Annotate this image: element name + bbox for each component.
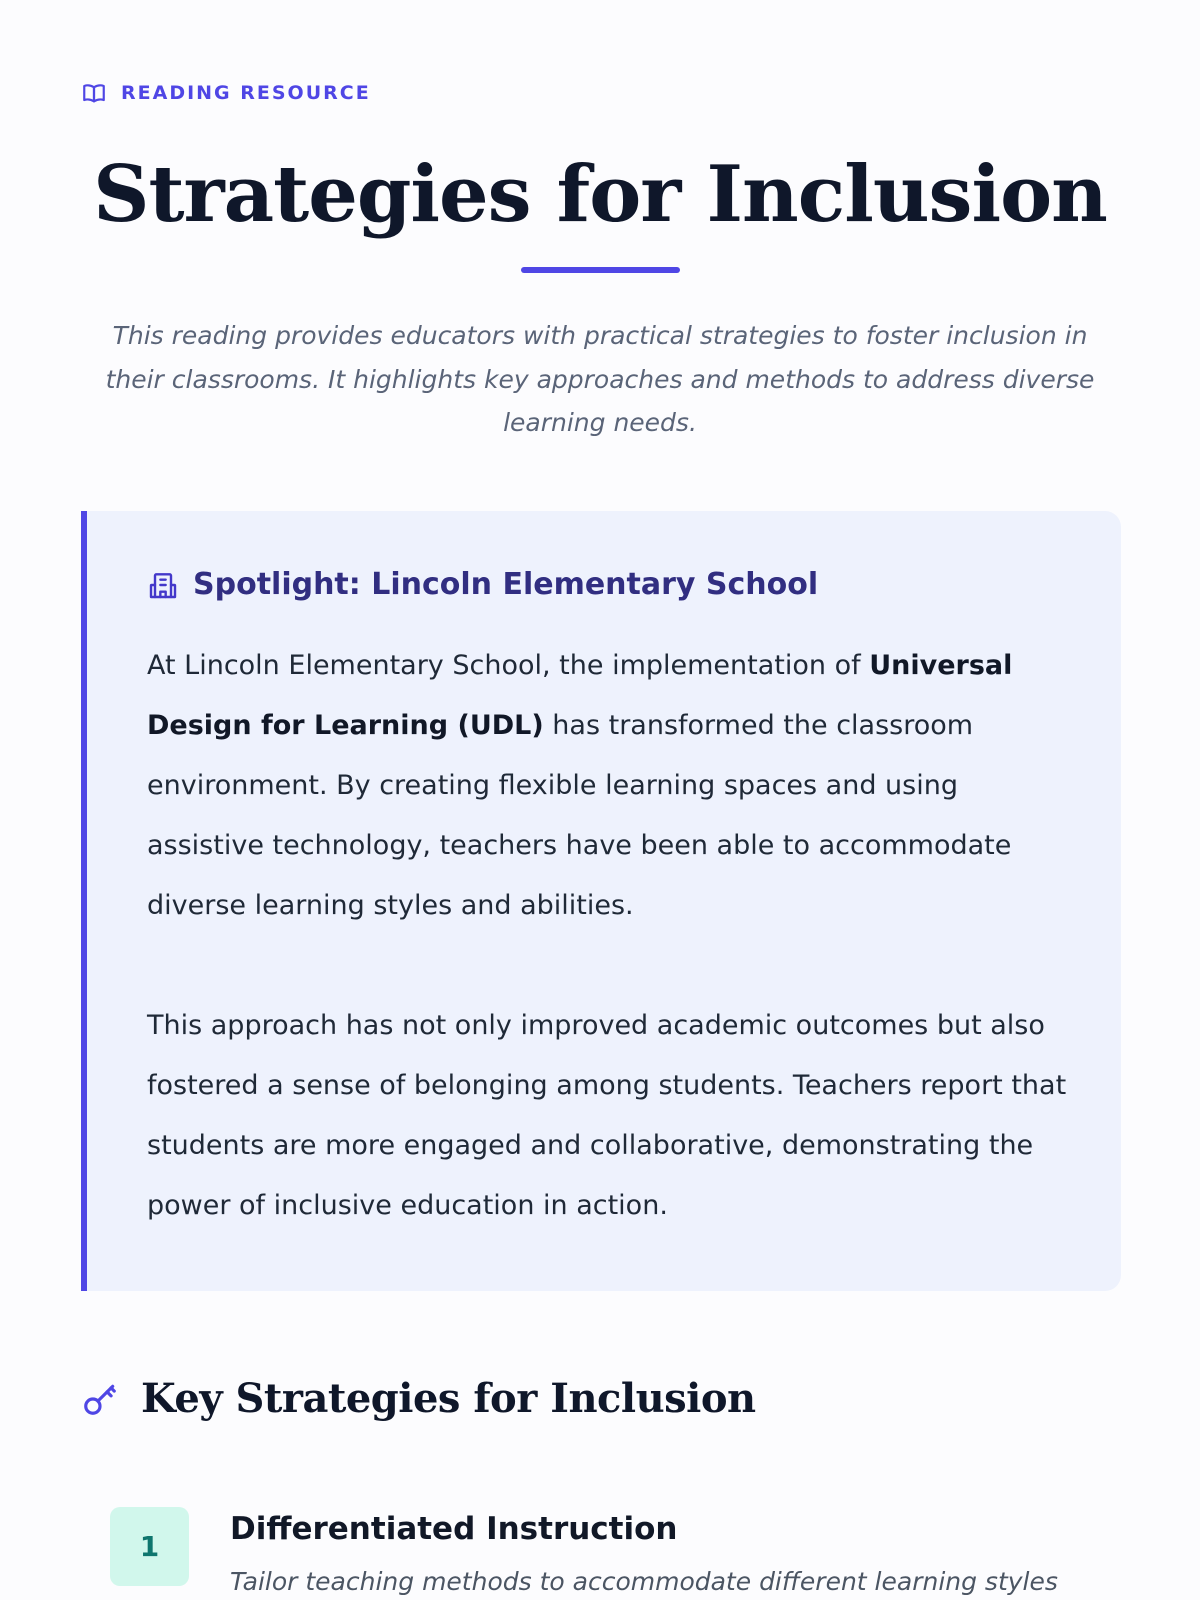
book-open-icon bbox=[81, 80, 107, 106]
intro-text: This reading provides educators with practical strategies to foster inclusion in their classrooms. It highlights key approaches and methods to address diverse learning needs. bbox=[105, 321, 1095, 437]
title-underline bbox=[521, 267, 680, 273]
spotlight-card bbox=[81, 511, 1121, 1291]
strategy-title: Differentiated Instruction bbox=[230, 1511, 678, 1547]
spotlight-paragraph-2: This approach has not only improved academic outcomes but also fostered a sense of belonging among students. Teachers report that students are more engaged and collaborative, demonstrating the power of inclusive education in action. bbox=[147, 1010, 1067, 1221]
spotlight-p1-rest: has transformed the classroom environment. By creating flexible learning spaces and using assistive technology, teachers have been able to accommodate diverse learning styles and abilities. bbox=[147, 710, 1012, 921]
udl-highlight: Universal Design for Learning (UDL) bbox=[147, 650, 1013, 741]
spotlight-heading: Spotlight: Lincoln Elementary School bbox=[193, 567, 819, 602]
spotlight-paragraph-1 bbox=[147, 636, 1077, 936]
school-building-icon bbox=[147, 569, 179, 601]
strategy-number-badge: 1 bbox=[110, 1507, 189, 1586]
page-title: Strategies for Inclusion bbox=[93, 149, 1107, 240]
key-strategies-header bbox=[81, 1375, 756, 1422]
strategy-description: Tailor teaching methods to accommodate different learning styles bbox=[230, 1567, 1058, 1596]
section-heading: Key Strategies for Inclusion bbox=[141, 1375, 756, 1422]
eyebrow bbox=[81, 80, 371, 106]
eyebrow-label: READING RESOURCE bbox=[121, 82, 371, 104]
spotlight-p1-lead: At Lincoln Elementary School, the implementation of bbox=[147, 650, 870, 681]
spotlight-header bbox=[147, 567, 818, 602]
key-icon bbox=[81, 1380, 119, 1418]
